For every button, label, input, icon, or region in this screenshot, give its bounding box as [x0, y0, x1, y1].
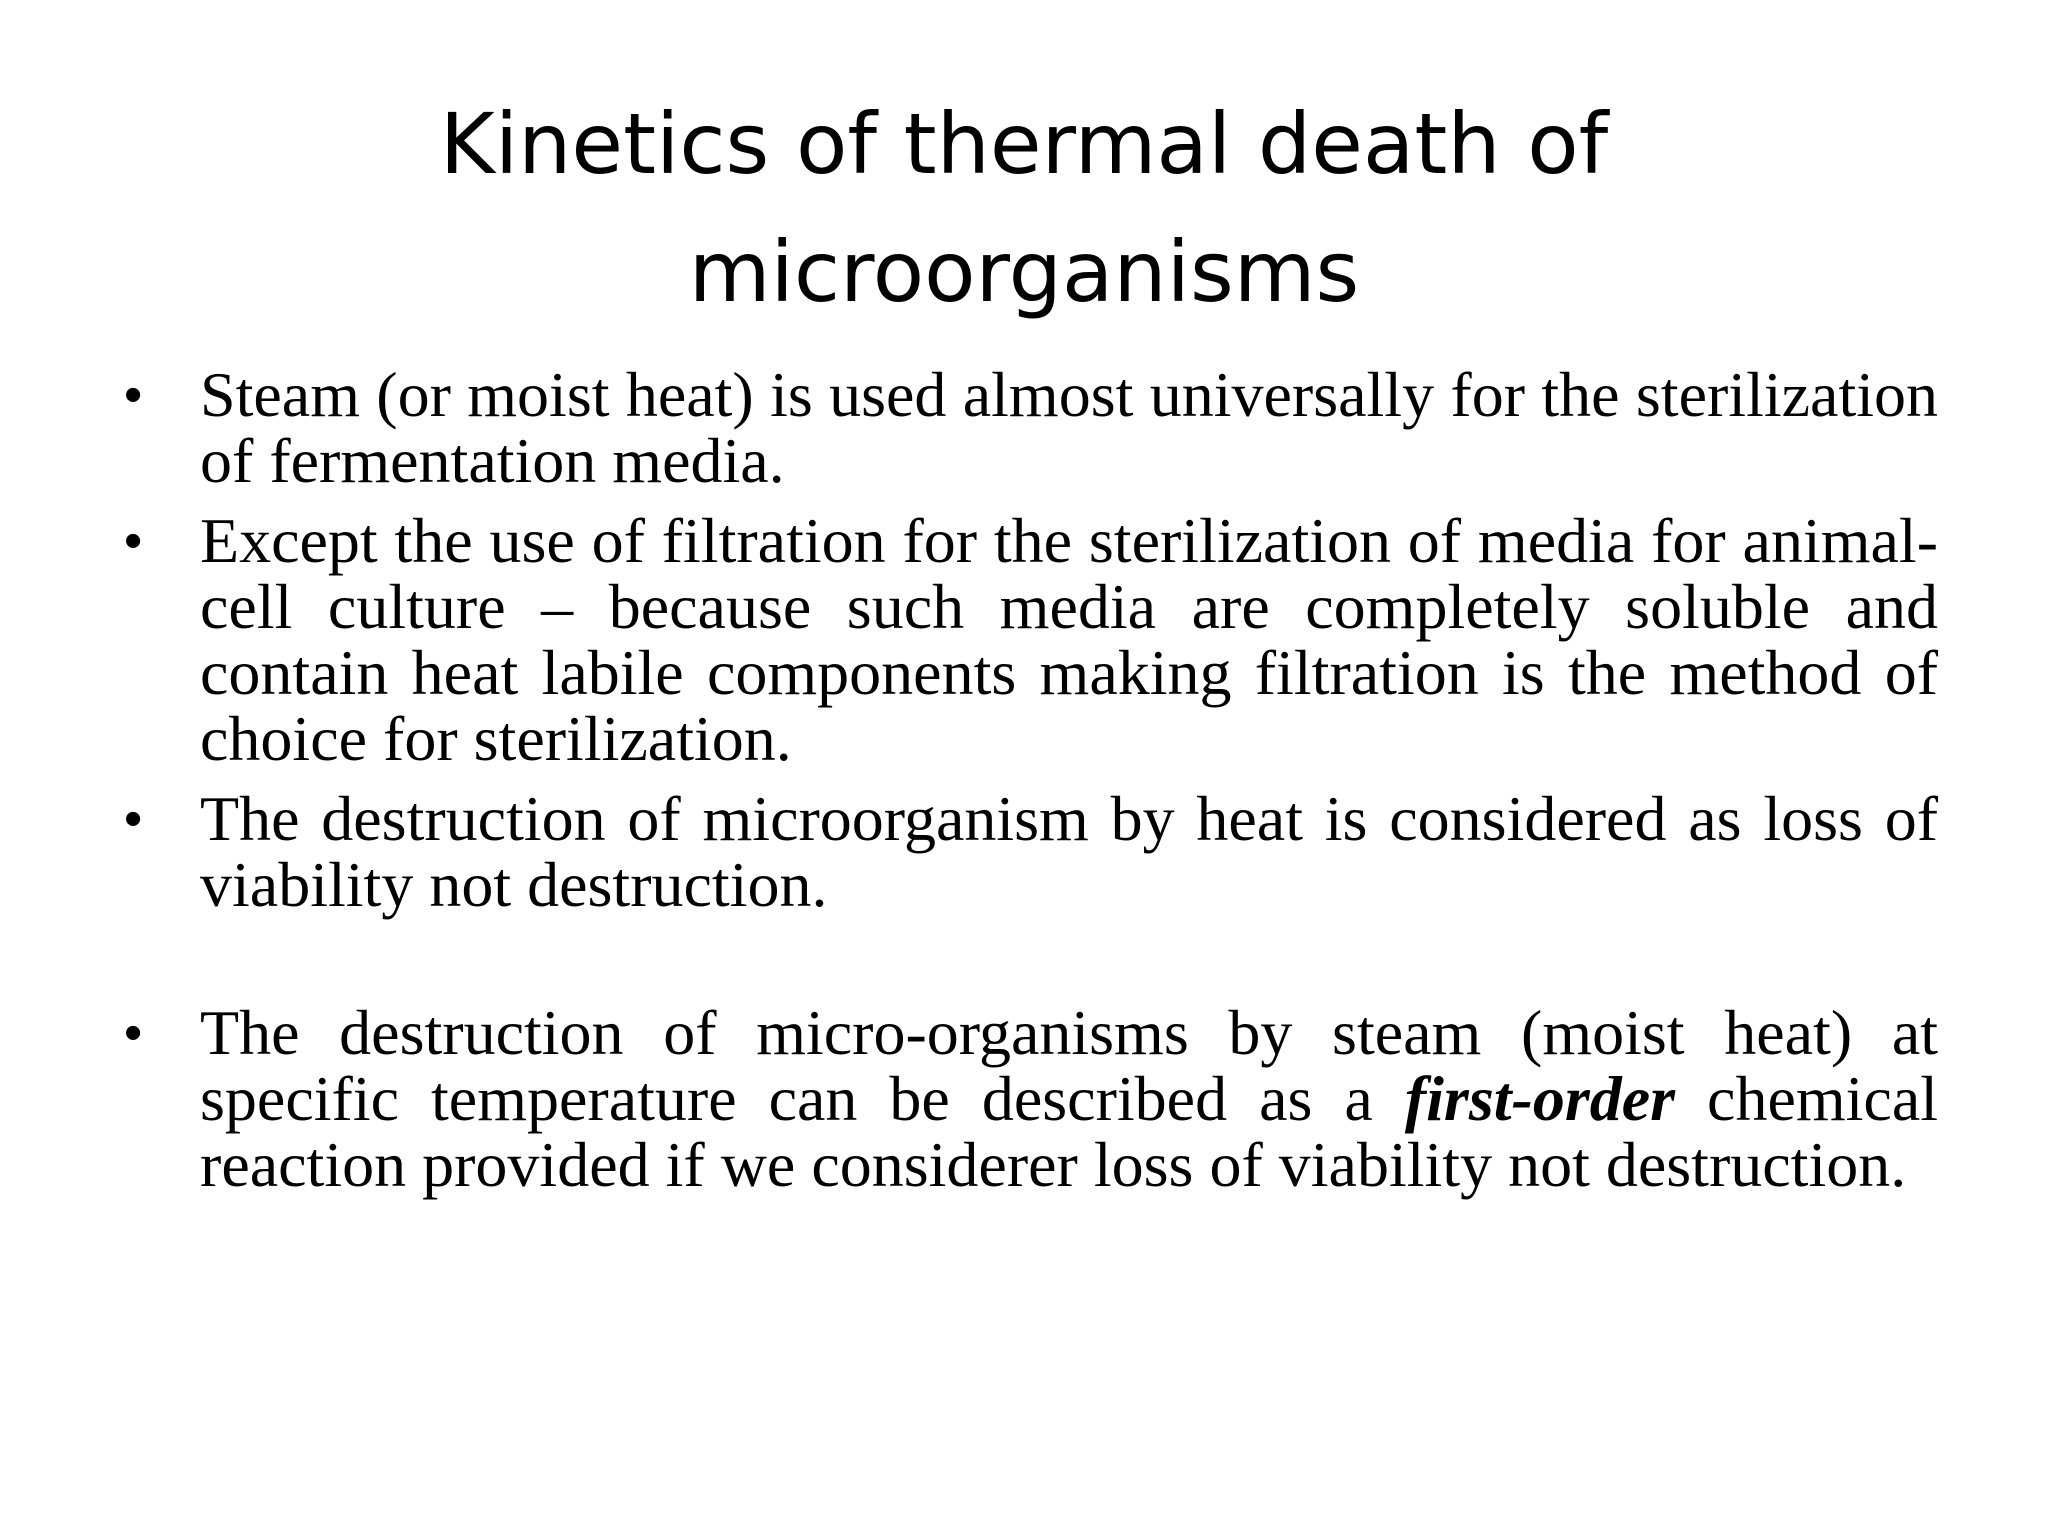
bullet-dot-icon: • [124, 790, 143, 848]
bullet-dot-icon: • [124, 366, 143, 424]
bullet-list [124, 359, 1939, 1200]
bullet-dot-icon: • [124, 1004, 143, 1062]
bullet-text: Except the use of filtration for the sterilization of media for animal-cell culture – because such media are completely soluble and contain heat labile components making filtration is the method of choice for sterilization. [200, 505, 1938, 774]
bullet-dot-icon: • [124, 512, 143, 570]
bullet-item [124, 783, 1938, 920]
bullet-text-after: chemical reaction provided if we considerer loss of viability not destruction. [200, 1063, 1939, 1200]
slide-title [0, 80, 2048, 336]
bullet-item [124, 505, 1938, 774]
bullet-text-before: The destruction of micro-organisms by steam (moist heat) at specific temperature can be described as a [200, 997, 1938, 1134]
bullet-text: The destruction of microorganism by heat is considered as loss of viability not destruction. [200, 783, 1938, 920]
bullet-emphasis: first-order [1404, 1063, 1676, 1134]
slide-title-line-2: microorganisms [688, 223, 1360, 321]
bullet-text: Steam (or moist heat) is used almost universally for the sterilization of fermentation media. [200, 359, 1938, 496]
slide-title-line-1: Kinetics of thermal death of [439, 95, 1609, 193]
bullet-item [124, 997, 1939, 1200]
bullet-item [124, 359, 1938, 496]
